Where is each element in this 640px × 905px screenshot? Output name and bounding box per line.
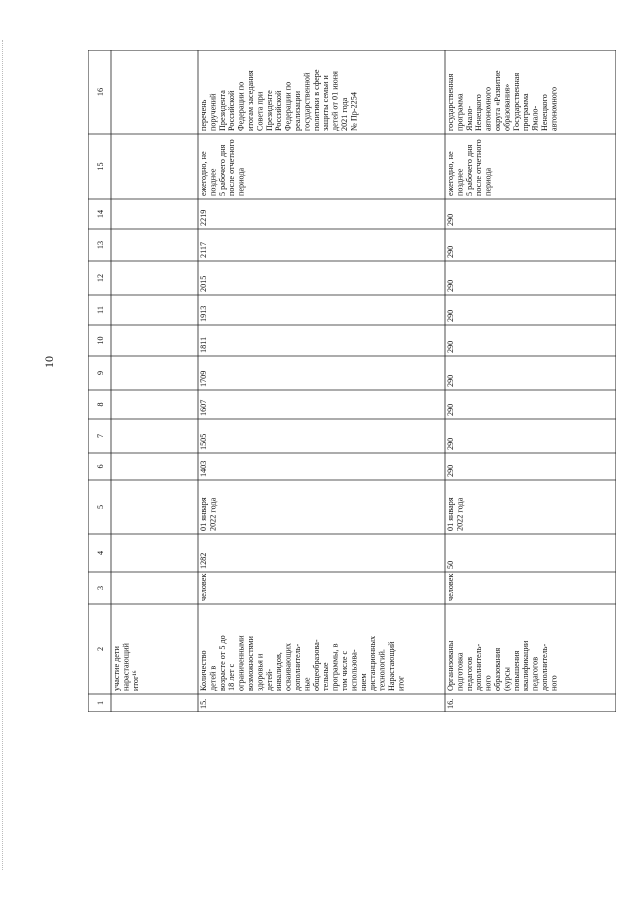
- indicator-name: подготовка: [455, 652, 465, 691]
- indicator-name: дополнитель-: [540, 643, 549, 691]
- year-value: 2015: [199, 275, 208, 292]
- indicator-name: ного: [549, 675, 559, 691]
- source-document: Ямало-: [530, 105, 540, 131]
- indicator-name: квалификации: [521, 640, 531, 691]
- row-number: 16.: [446, 698, 455, 709]
- indicator-name: тельные: [321, 662, 331, 691]
- deadline-cell: периода: [483, 167, 493, 196]
- deadline-cell: 5 рабочего дня: [217, 144, 227, 196]
- indicator-name: том числе с: [340, 650, 349, 691]
- header-column-number: 2: [96, 646, 105, 652]
- source-document: Президента: [217, 90, 227, 131]
- indicator-name: (курсы: [502, 667, 512, 691]
- source-document: Государственная: [511, 72, 521, 131]
- unit-cell: человек: [199, 573, 208, 601]
- source-document: образования»: [502, 83, 512, 131]
- indicator-name: дистанционных: [368, 635, 378, 691]
- year-value: 290: [446, 437, 455, 450]
- base-value: 50: [446, 560, 455, 569]
- row-number: 15.: [199, 698, 208, 709]
- table-border: [88, 50, 616, 712]
- year-value: 290: [446, 279, 455, 292]
- indicator-name: детей в: [208, 665, 218, 691]
- header-column-number: 10: [96, 336, 105, 345]
- source-document: государственная: [446, 73, 455, 131]
- year-value: 290: [446, 245, 455, 258]
- indicator-name: ного: [483, 675, 493, 691]
- deadline-cell: позднее: [208, 168, 218, 196]
- indicator-name: педагогов: [530, 656, 540, 691]
- header-column-number: 12: [96, 273, 105, 283]
- source-document: автономного: [483, 86, 493, 131]
- header-column-number: 14: [96, 209, 105, 219]
- source-document: политики в сфере: [311, 69, 321, 131]
- header-column-number: 13: [96, 240, 105, 250]
- scan-edge: [2, 40, 4, 870]
- deadline-cell: периода: [236, 167, 246, 196]
- indicator-name: 18 лет с: [227, 663, 237, 691]
- deadline-cell: ежегодно, не: [199, 151, 208, 196]
- indicator-name: инвалидов,: [274, 652, 284, 691]
- source-document: автономного: [549, 86, 559, 131]
- header-column-number: 9: [96, 370, 105, 376]
- base-date: 2022 года: [455, 497, 465, 531]
- indicator-name: Организованы: [446, 640, 455, 691]
- header-column-number: 5: [96, 504, 105, 510]
- source-document: Российской: [227, 90, 237, 131]
- year-value: 1505: [199, 433, 208, 450]
- indicator-name: ограниченными: [236, 635, 246, 691]
- deadline-cell: после отчетного: [227, 139, 237, 196]
- header-column-number: 16: [96, 87, 105, 97]
- unit-cell: человек: [446, 573, 455, 601]
- source-document: Российской: [274, 90, 284, 131]
- source-document: Президенте: [264, 90, 274, 131]
- header-column-number: 11: [96, 306, 105, 314]
- indicator-name: технологий.: [377, 649, 387, 691]
- indicator-name: здоровья и: [255, 653, 265, 691]
- source-document: округа «Развитие: [493, 70, 502, 131]
- year-value: 1811: [199, 336, 208, 353]
- source-document: итогам заседания: [246, 70, 255, 131]
- header-column-number: 15: [96, 162, 105, 171]
- header-column-number: 8: [96, 402, 105, 407]
- source-document: Ненецкого: [540, 94, 549, 131]
- source-document: Федерации по: [283, 81, 293, 131]
- deadline-cell: после отчетного: [474, 139, 484, 196]
- source-document: Федерации по: [236, 81, 246, 131]
- rotated-table: [88, 50, 616, 712]
- deadline-cell: 5 рабочего дня: [464, 144, 474, 196]
- indicator-name: дополнитель-: [293, 643, 302, 691]
- page-number: 10: [42, 356, 56, 368]
- indicator-name: возрасте от 5 до: [217, 635, 227, 691]
- year-value: 290: [446, 309, 455, 322]
- year-value: 2219: [199, 209, 208, 226]
- base-date: 01 января: [446, 497, 455, 531]
- source-document: защиты семьи и: [321, 75, 331, 131]
- table-grid: [88, 50, 616, 712]
- source-document: поручений: [208, 93, 218, 131]
- year-value: 1607: [199, 399, 208, 416]
- indicator-name: итог: [396, 675, 406, 691]
- source-document: реализации: [293, 90, 302, 131]
- header-column-number: 7: [96, 433, 105, 439]
- source-document: Совета при: [255, 91, 265, 131]
- indicator-name: Количество: [199, 650, 208, 691]
- source-document: Ямало-: [464, 105, 474, 131]
- deadline-cell: ежегодно, не: [446, 151, 455, 196]
- header-column-number: 1: [96, 700, 105, 706]
- year-value: 290: [446, 340, 455, 353]
- indicator-name: программы, в: [330, 643, 340, 691]
- indicator-name: педагогов: [464, 656, 474, 691]
- source-document: № Пр-2254: [349, 92, 359, 131]
- indicator-name: нием: [358, 673, 368, 691]
- source-document: перечень: [199, 99, 208, 131]
- source-document: детей от 01 июня: [330, 71, 340, 131]
- continuation-text: итог¹⁶: [130, 670, 140, 691]
- source-document: 2021 года: [340, 97, 349, 131]
- source-document: государственной: [302, 72, 312, 131]
- indicator-name: осваивающих: [283, 643, 293, 691]
- indicator-name: повышения: [511, 650, 521, 691]
- continuation-text: нарастающий: [121, 643, 131, 691]
- indicator-name: общеобразова-: [311, 639, 321, 691]
- continuation-text: участие дети: [112, 646, 121, 691]
- indicator-name: дополнитель-: [474, 643, 484, 691]
- year-value: 290: [446, 403, 455, 416]
- indicator-name: использова-: [349, 649, 359, 691]
- year-value: 1913: [199, 305, 208, 322]
- indicator-name: ные: [302, 677, 312, 691]
- year-value: 1403: [199, 460, 208, 477]
- indicator-name: образования: [493, 647, 502, 691]
- header-column-number: 6: [96, 464, 105, 469]
- base-date: 01 января: [199, 497, 208, 531]
- year-value: 290: [446, 213, 455, 226]
- year-value: 290: [446, 464, 455, 477]
- source-document: программа: [455, 93, 465, 131]
- indicator-name: детей-: [264, 668, 274, 691]
- header-column-number: 4: [96, 550, 105, 556]
- deadline-cell: позднее: [455, 168, 465, 196]
- base-value: 1282: [199, 552, 208, 569]
- header-column-number: 3: [96, 585, 105, 591]
- source-document: Ненецкого: [474, 94, 484, 131]
- year-value: 290: [446, 374, 455, 387]
- base-date: 2022 года: [208, 497, 218, 531]
- source-document: программа: [521, 93, 531, 131]
- year-value: 2117: [199, 241, 208, 258]
- year-value: 1709: [199, 370, 208, 387]
- indicator-name: возможностями: [246, 636, 255, 691]
- indicator-name: Нарастающий: [387, 641, 396, 691]
